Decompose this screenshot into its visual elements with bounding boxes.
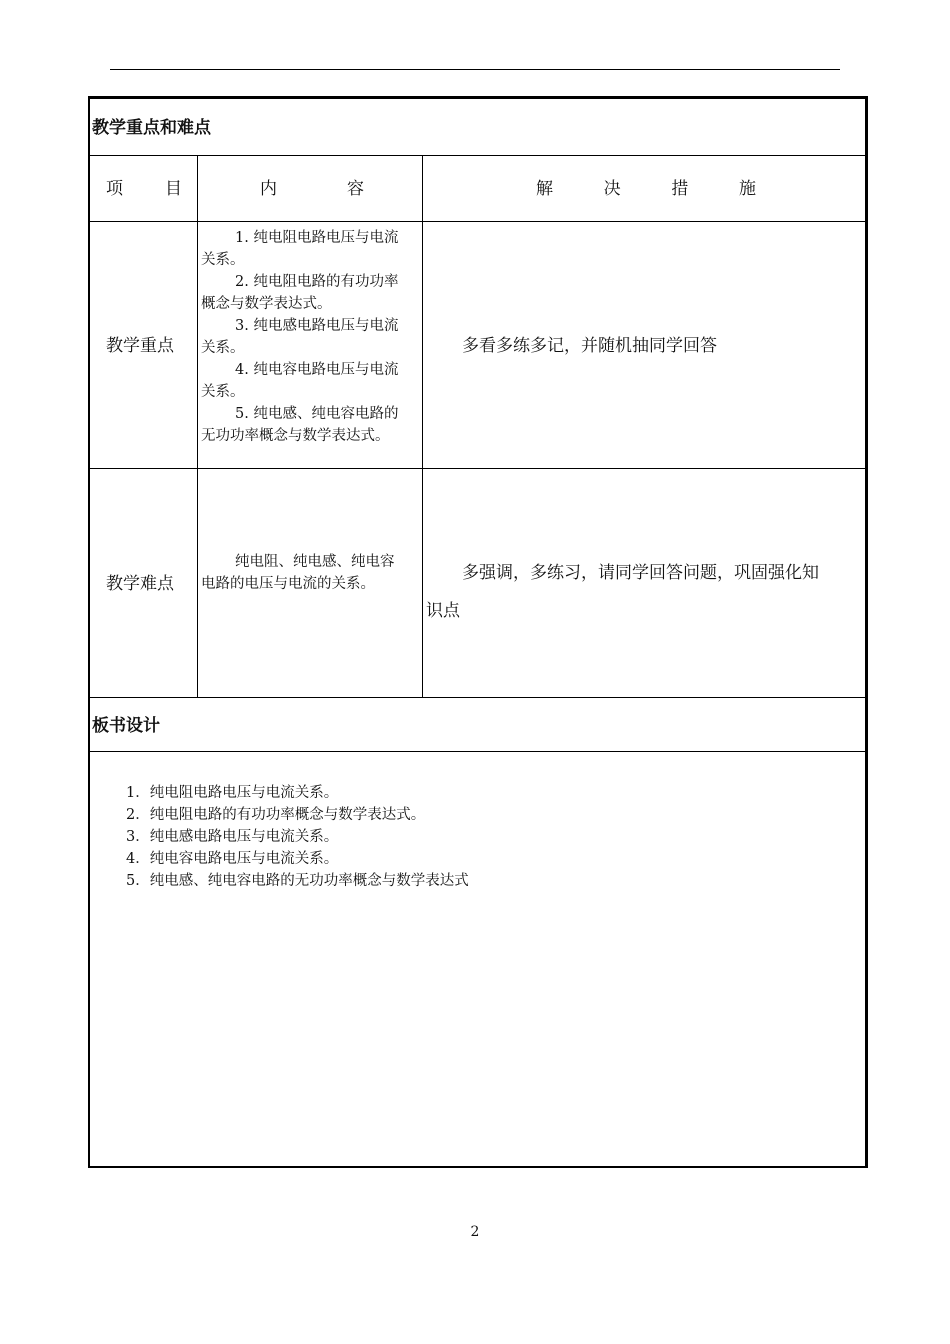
list-item: 2．纯电阻电路的有功功率概念与数学表达式。 — [126, 807, 426, 823]
page-number: 2 — [470, 1224, 480, 1240]
row-divider — [90, 751, 867, 752]
row-divider — [90, 155, 867, 156]
section-title-board-design: 板书设计 — [92, 716, 160, 736]
header-measures: 解 决 措 施 — [536, 179, 756, 199]
key-point-measure: 多看多练多记，并随机抽同学回答 — [462, 336, 717, 356]
lesson-plan-table — [88, 96, 868, 1168]
list-item: 4．纯电容电路电压与电流关系。 — [126, 851, 339, 867]
key-point-content: 1. 纯电阻电路电压与电流 关系。 2. 纯电阻电路的有功功率 概念与数学表达式。 3. 纯电感电路电压与电流 关系。 4. 纯电容电路电压与电流 关系。 5. 纯电感、纯电容电路的 无功功率概念与数学表达式。 — [201, 230, 399, 444]
row-divider — [90, 697, 867, 698]
list-item: 5．纯电感、纯电容电路的无功功率概念与数学表达式 — [126, 873, 469, 889]
list-item: 3．纯电感电路电压与电流关系。 — [126, 829, 339, 845]
column-divider — [197, 155, 198, 698]
difficulty-content: 纯电阻、纯电感、纯电容 电路的电压与电流的关系。 — [201, 554, 395, 592]
column-divider — [422, 155, 423, 698]
row-divider — [90, 468, 867, 469]
board-design-list — [126, 782, 469, 892]
header-content: 内 容 — [260, 179, 364, 199]
row-divider — [90, 221, 867, 222]
difficulty-measure: 多强调，多练习，请同学回答问题，巩固强化知 识点 — [426, 563, 819, 621]
list-item: 1．纯电阻电路电压与电流关系。 — [126, 785, 339, 801]
header-item: 项 目 — [106, 179, 182, 199]
row-label-key-point: 教学重点 — [106, 336, 174, 356]
section-title-key-points: 教学重点和难点 — [92, 118, 211, 138]
row-label-difficulty: 教学难点 — [106, 574, 174, 594]
header-rule — [110, 69, 840, 70]
